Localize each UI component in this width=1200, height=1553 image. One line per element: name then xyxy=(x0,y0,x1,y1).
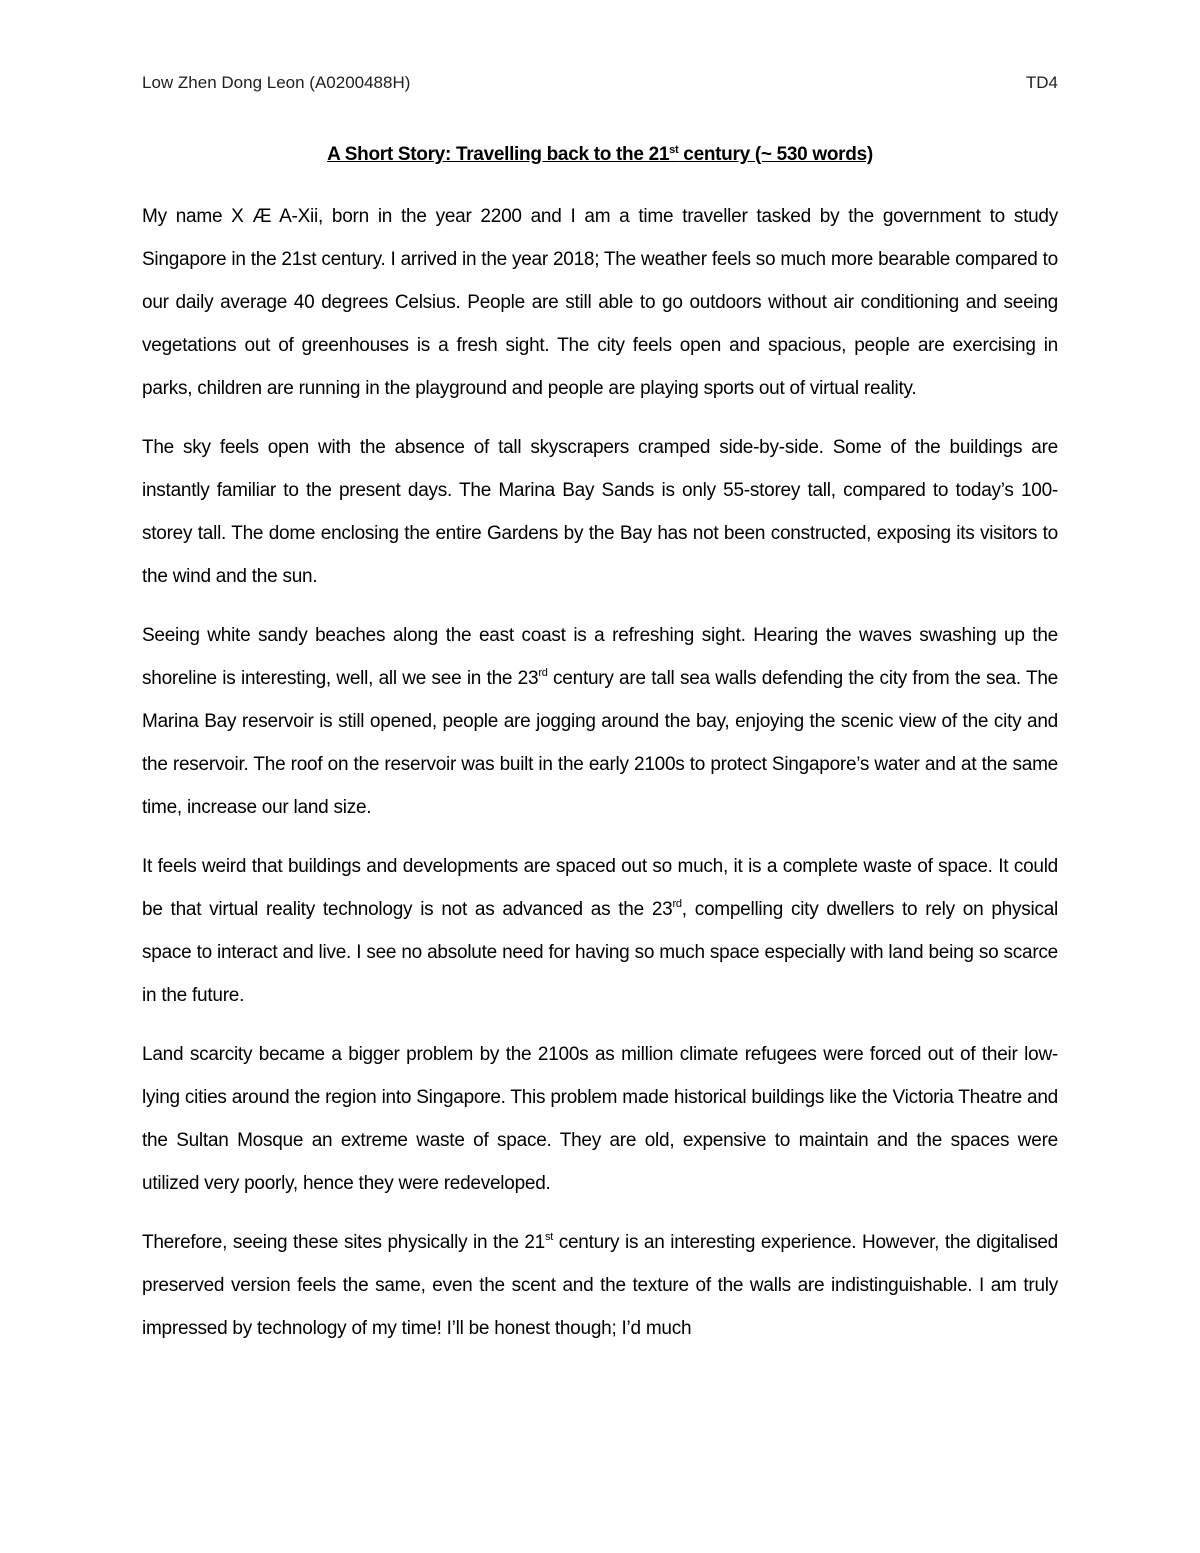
paragraph-6 xyxy=(142,1221,1058,1350)
page-header xyxy=(142,73,1058,101)
paragraph-3-part-b: century are tall sea walls defending the city from the sea. The Marina Bay reservoir is still opened, people are jogging around the bay, enjoying the scenic view of the city and the reservoir. The roof on the reservoir was built in the early 2100s to protect Singapore’s water and at the same time, increase our land size. xyxy=(142,668,1058,818)
paragraph-4-part-a: It feels weird that buildings and developments are spaced out so much, it is a complete waste of space. It could be that virtual reality technology is not as advanced as the 23 xyxy=(142,856,1058,920)
paragraph-3 xyxy=(142,614,1058,829)
paragraph-6-part-b: century is an interesting experience. However, the digitalised preserved version feels the same, even the scent and the texture of the walls are indistinguishable. I am truly impressed by technology of my time! I’ll be honest though; I’d much xyxy=(142,1232,1058,1339)
title-prefix: A Short Story: Travelling back to the 21 xyxy=(327,144,670,165)
document-title xyxy=(142,144,1058,166)
paragraph-4-superscript: rd xyxy=(672,898,682,910)
paragraph-3-part-a: Seeing white sandy beaches along the east coast is a refreshing sight. Hearing the waves swashing up the shoreline is interesting, well, all we see in the 23 xyxy=(142,625,1058,689)
paragraph-6-part-a: Therefore, seeing these sites physically in the 21 xyxy=(142,1232,545,1253)
header-tag: TD4 xyxy=(1025,73,1058,92)
title-superscript: st xyxy=(669,144,679,156)
paragraph-6-superscript: st xyxy=(544,1231,554,1243)
paragraph-4 xyxy=(142,845,1058,1017)
paragraph-3-superscript: rd xyxy=(538,667,548,679)
document-body xyxy=(142,195,1058,1366)
title-suffix: century (~ 530 words) xyxy=(678,144,873,165)
paragraph-5: Land scarcity became a bigger problem by the 2100s as million climate refugees were forced out of their low-lying cities around the region into Singapore. This problem made historical buildings like the Victoria Theatre and the Sultan Mosque an extreme waste of space. They are old, expensive to maintain and the spaces were utilized very poorly, hence they were redeveloped. xyxy=(142,1044,1058,1194)
header-author: Low Zhen Dong Leon (A0200488H) xyxy=(142,73,411,92)
paragraph-1: My name X Æ A-Xii, born in the year 2200 and I am a time traveller tasked by the government to study Singapore in the 21st century. I arrived in the year 2018; The weather feels so much more bearable compared to our daily average 40 degrees Celsius. People are still able to go outdoors without air conditioning and seeing vegetations out of greenhouses is a fresh sight. The city feels open and spacious, people are exercising in parks, children are running in the playground and people are playing sports out of virtual reality. xyxy=(142,206,1058,399)
paragraph-2: The sky feels open with the absence of tall skyscrapers cramped side-by-side. Some of the buildings are instantly familiar to the present days. The Marina Bay Sands is only 55-storey tall, compared to today’s 100-storey tall. The dome enclosing the entire Gardens by the Bay has not been constructed, exposing its visitors to the wind and the sun. xyxy=(142,437,1058,587)
paragraph-4-part-b: , compelling city dwellers to rely on physical space to interact and live. I see no absolute need for having so much space especially with land being so scarce in the future. xyxy=(142,899,1058,1006)
